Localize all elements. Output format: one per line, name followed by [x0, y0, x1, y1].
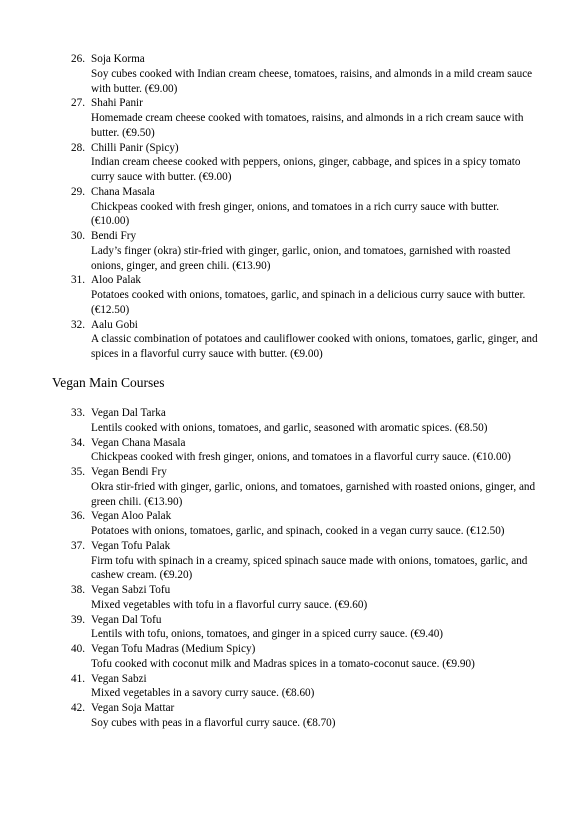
item-name: Vegan Aloo Palak: [91, 510, 172, 523]
item-name: Vegan Tofu Palak: [91, 539, 171, 552]
item-name: Soja Korma: [91, 53, 145, 65]
menu-item: [0, 273, 588, 317]
menu-item: [0, 52, 588, 96]
item-number: 32.: [71, 318, 85, 331]
item-number: 36.: [71, 510, 85, 523]
item-number: 26.: [71, 53, 85, 65]
item-name: Vegan Dal Tofu: [91, 613, 162, 626]
item-description: Okra stir-fried with ginger, garlic, onions, and tomatoes, garnished with roasted onions, ginger, and green chili. (€13.90): [91, 480, 536, 508]
menu-item: [0, 229, 588, 273]
menu-item: [0, 141, 588, 185]
item-name: Aloo Palak: [91, 274, 142, 287]
item-name: Bendi Fry: [91, 230, 137, 242]
item-number: 42.: [71, 702, 85, 714]
item-description: Lentils with tofu, onions, tomatoes, and ginger in a spiced curry sauce. (€9.40): [91, 628, 444, 641]
item-description: Firm tofu with spinach in a creamy, spiced spinach sauce made with onions, tomatoes, garlic, and cashew cream. (€9.20): [91, 554, 528, 582]
item-name: Vegan Chana Masala: [91, 436, 186, 449]
menu-item: [0, 701, 588, 731]
item-number: 29.: [71, 185, 85, 198]
item-description: Potatoes with onions, tomatoes, garlic, and spinach, cooked in a vegan curry sauce. (€12.50): [91, 525, 505, 537]
item-number: 38.: [71, 584, 85, 596]
menu-item: [0, 185, 588, 229]
menu-list-vegan: [0, 406, 588, 731]
item-number: 39.: [71, 613, 85, 626]
item-description: A classic combination of potatoes and cauliflower cooked with onions, tomatoes, garlic, ginger, and spices in a flavorful curry sauce with butter. (€9.00): [91, 333, 538, 360]
item-name: Shahi Panir: [91, 97, 143, 110]
item-description: Lentils cooked with onions, tomatoes, and garlic, seasoned with aromatic spices. (€8.50): [91, 421, 488, 434]
item-number: 30.: [71, 230, 85, 242]
item-number: 34.: [71, 436, 85, 449]
section-heading-vegan: Vegan Main Courses: [52, 375, 165, 390]
item-description: Lady’s finger (okra) stir-fried with ginger, garlic, onion, and tomatoes, garnished with roasted onions, ginger, and green chili. (€13.90): [91, 244, 511, 272]
item-description: Mixed vegetables in a savory curry sauce. (€8.60): [91, 687, 315, 700]
item-number: 27.: [71, 97, 85, 110]
menu-item: [0, 539, 588, 583]
item-number: 37.: [71, 539, 85, 552]
item-number: 28.: [71, 141, 85, 154]
item-description: Soy cubes cooked with Indian cream cheese, tomatoes, raisins, and almonds in a mild cream sauce with butter. (€9.00): [91, 67, 533, 95]
item-number: 40.: [71, 643, 85, 655]
menu-item: [0, 406, 588, 436]
item-name: Vegan Dal Tarka: [91, 407, 166, 419]
menu-item: [0, 96, 588, 140]
item-name: Chilli Panir (Spicy): [91, 141, 179, 154]
item-name: Vegan Sabzi Tofu: [91, 584, 171, 596]
item-number: 41.: [71, 672, 85, 685]
item-description: Soy cubes with peas in a flavorful curry sauce. (€8.70): [91, 716, 336, 729]
menu-item: [0, 583, 588, 613]
item-description: Chickpeas cooked with fresh ginger, onions, and tomatoes in a rich curry sauce with butter. (€10.00): [91, 200, 500, 228]
menu-item: [0, 672, 588, 702]
item-name: Chana Masala: [91, 185, 155, 198]
item-description: Homemade cream cheese cooked with tomatoes, raisins, and almonds in a rich cream sauce with butter. (€9.50): [91, 112, 524, 139]
item-number: 33.: [71, 407, 85, 419]
item-description: Chickpeas cooked with fresh ginger, onions, and tomatoes in a flavorful curry sauce. (€10.00): [91, 451, 511, 464]
item-name: Vegan Tofu Madras (Medium Spicy): [91, 643, 256, 655]
item-description: Indian cream cheese cooked with peppers, onions, ginger, cabbage, and spices in a spicy tomato curry sauce with butter. (€9.00): [91, 156, 521, 183]
menu-item: [0, 318, 588, 362]
menu-item: [0, 613, 588, 643]
item-description: Potatoes cooked with onions, tomatoes, garlic, and spinach in a delicious curry sauce with butter. (€12.50): [91, 289, 526, 316]
menu-item: [0, 509, 588, 539]
item-description: Tofu cooked with coconut milk and Madras spices in a tomato-coconut sauce. (€9.90): [91, 657, 475, 670]
item-name: Vegan Soja Mattar: [91, 702, 175, 714]
item-number: 31.: [71, 274, 85, 287]
menu-list-main-courses: [0, 52, 588, 362]
item-number: 35.: [71, 466, 85, 478]
item-name: Vegan Sabzi: [91, 672, 147, 685]
item-description: Mixed vegetables with tofu in a flavorful curry sauce. (€9.60): [91, 598, 368, 611]
item-name: Vegan Bendi Fry: [91, 466, 167, 478]
menu-item: [0, 436, 588, 466]
menu-item: [0, 465, 588, 509]
item-name: Aalu Gobi: [91, 318, 138, 331]
menu-item: [0, 642, 588, 672]
